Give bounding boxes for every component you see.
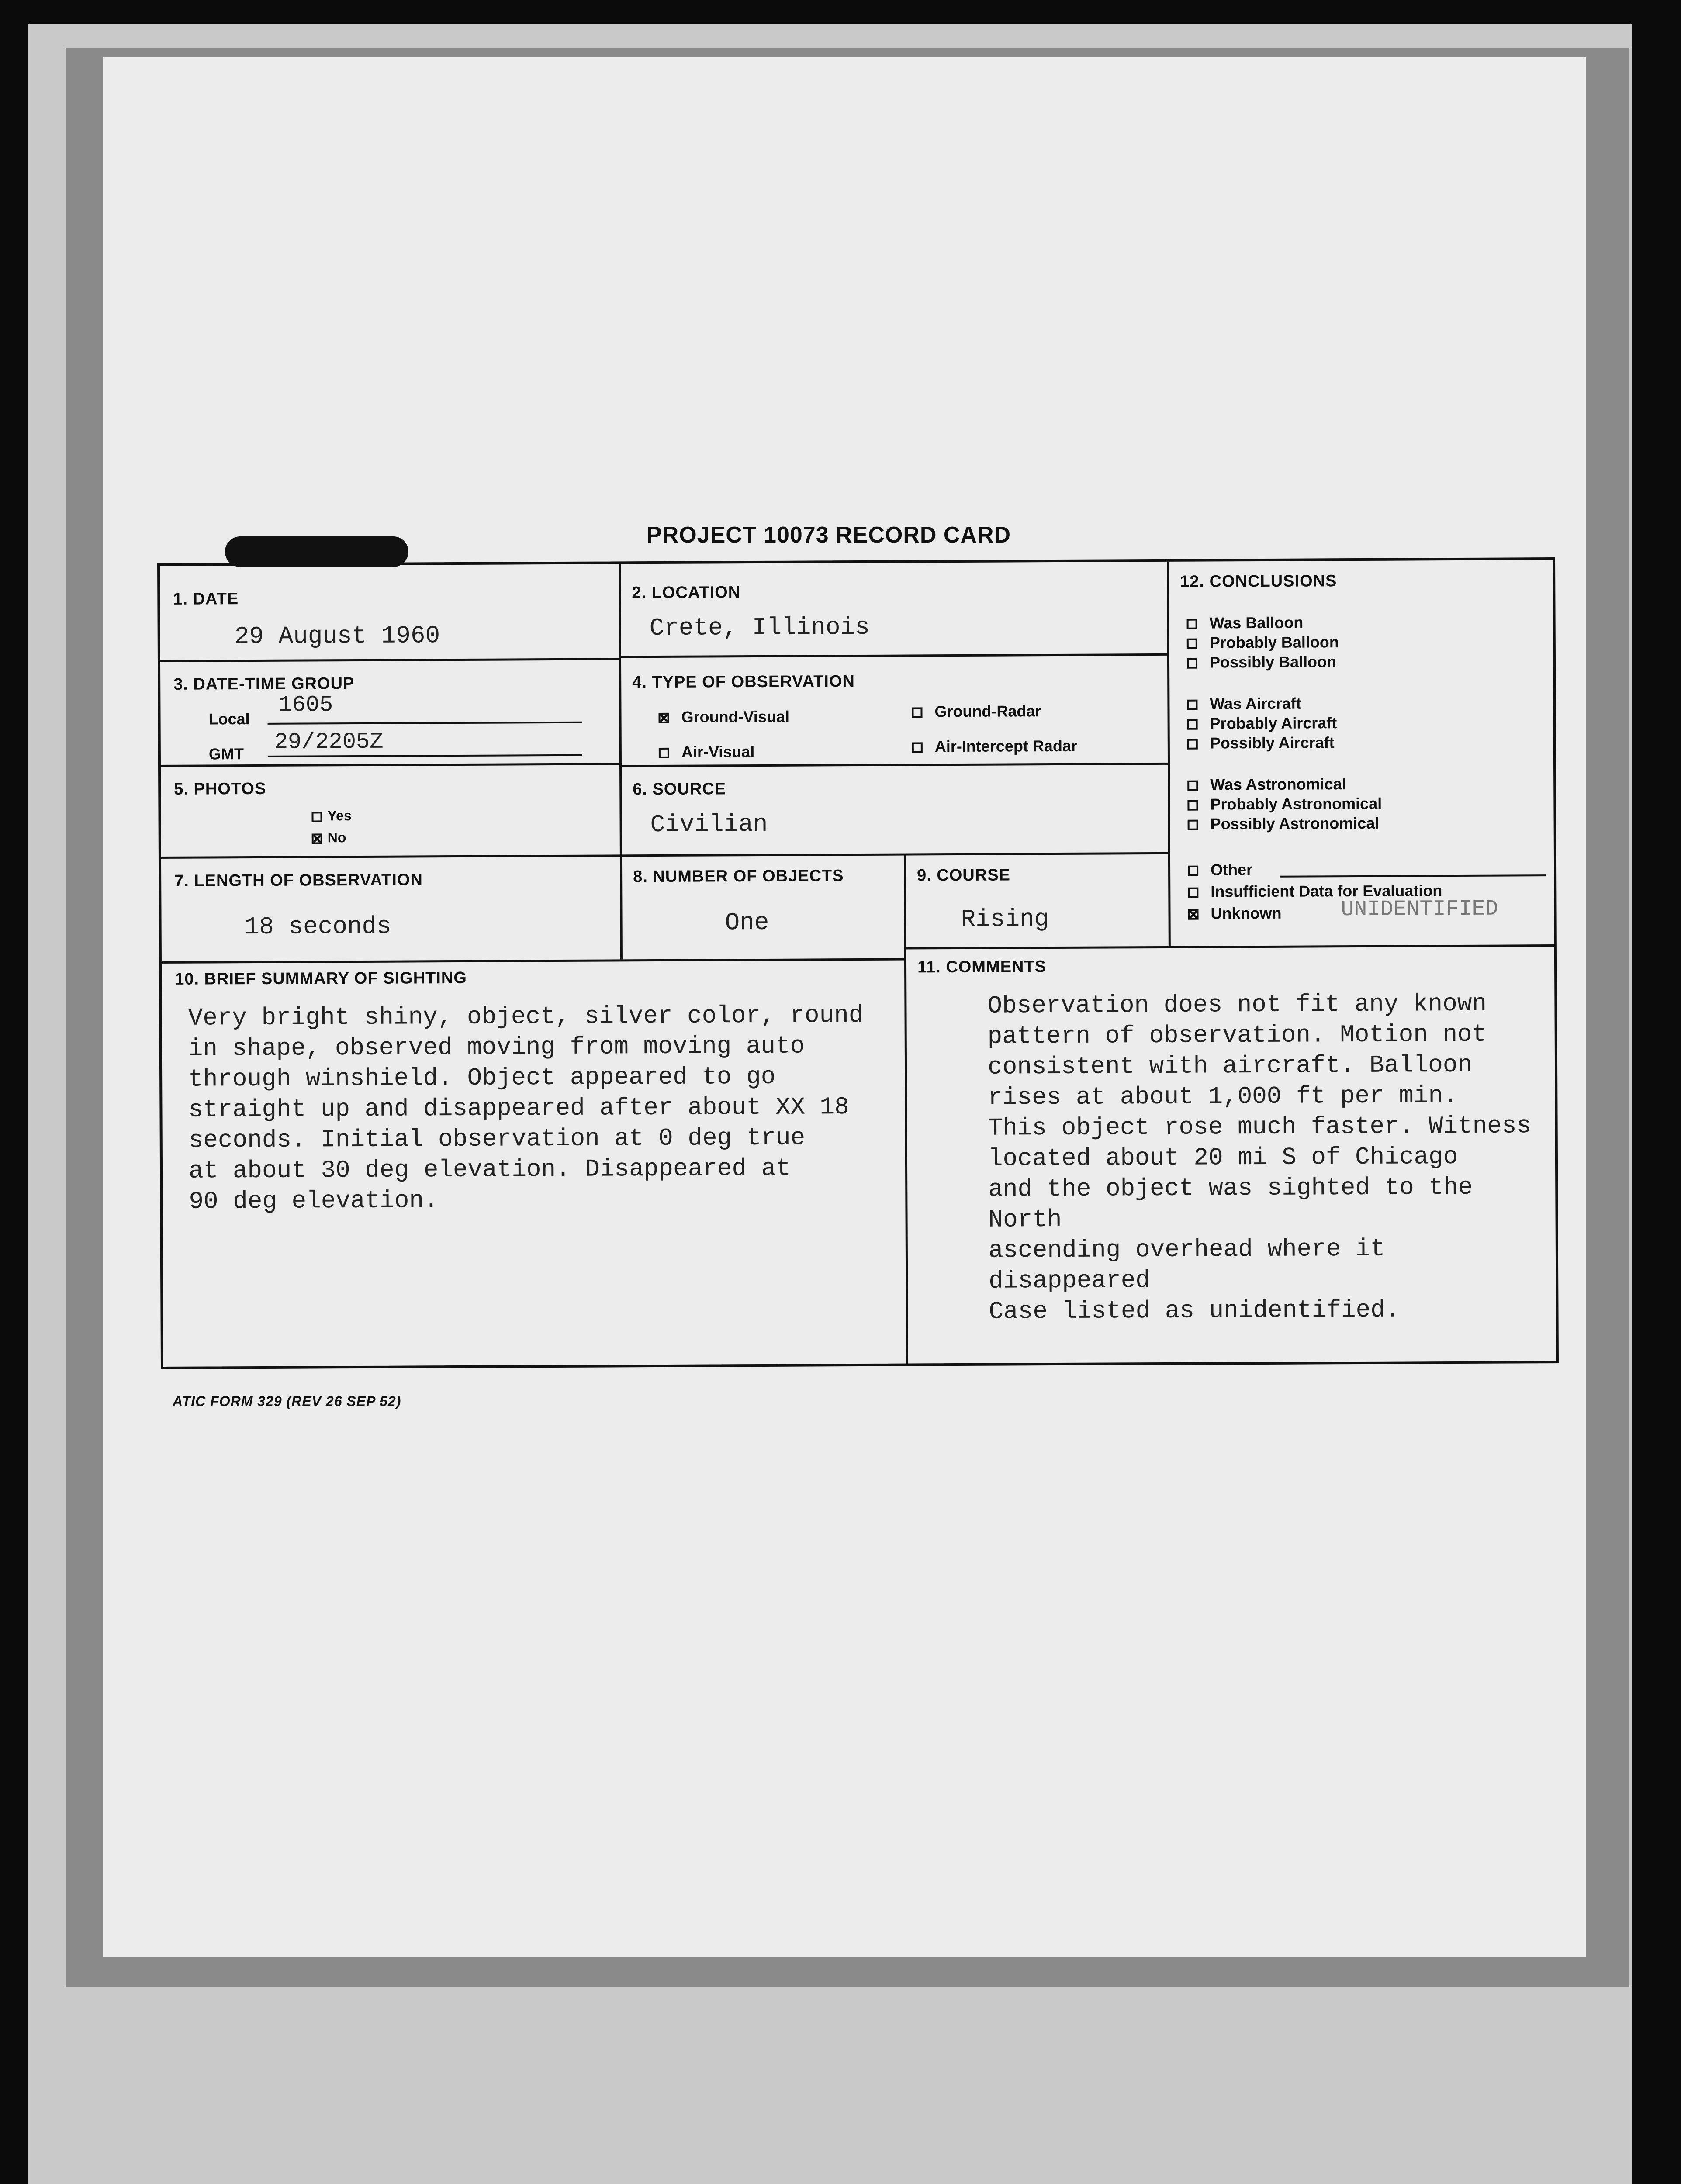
divider-h4b	[904, 944, 1555, 950]
option-label: Was Aircraft	[1210, 694, 1301, 713]
checkbox-checked-icon	[312, 833, 322, 844]
conclusion-was-aircraft	[1187, 695, 1301, 713]
checkbox-checked-icon	[659, 713, 669, 723]
checkbox-icon	[1187, 700, 1197, 710]
location-value: Crete, Illinois	[649, 613, 870, 643]
observation-ground-radar	[912, 702, 1041, 721]
option-label: Ground-Visual	[681, 707, 789, 726]
number-of-objects-value: One	[725, 908, 769, 937]
checkbox-icon	[912, 743, 923, 753]
conclusions-label: 12. CONCLUSIONS	[1180, 572, 1337, 591]
option-label: Was Astronomical	[1210, 775, 1346, 794]
length-value: 18 seconds	[244, 912, 391, 941]
card-title: PROJECT 10073 RECORD CARD	[647, 522, 1011, 548]
checkbox-checked-icon	[1188, 909, 1198, 920]
conclusion-probably-balloon	[1187, 633, 1339, 652]
date-time-group-label: 3. DATE-TIME GROUP	[173, 674, 355, 694]
checkbox-icon	[1187, 739, 1198, 750]
option-label: Possibly Astronomical	[1210, 814, 1380, 833]
local-time-underline	[268, 722, 582, 725]
gmt-label: GMT	[208, 745, 244, 763]
photos-yes	[311, 808, 351, 824]
divider-h3	[161, 852, 1168, 859]
checkbox-icon	[1187, 719, 1198, 730]
divider-h2a	[161, 763, 619, 767]
source-value: Civilian	[650, 810, 768, 839]
comments-label: 11. COMMENTS	[917, 957, 1047, 977]
summary-label: 10. BRIEF SUMMARY OF SIGHTING	[175, 968, 467, 988]
divider-v1	[619, 564, 623, 959]
divider-h2b	[619, 763, 1168, 767]
option-label: Unknown	[1211, 904, 1282, 923]
summary-text: Very bright shiny, object, silver color, round in shape, observed moving from moving auto through winshield. Object appeared to go straight up and disappeared after about XX 18 seconds. Initial observation at 0 deg true at about 30 deg elevation. Disappeared at 90 deg elevation.	[188, 1001, 864, 1216]
date-value: 29 August 1960	[234, 622, 440, 651]
conclusion-probably-astronomical	[1187, 795, 1382, 814]
local-time-label: Local	[208, 710, 250, 728]
checkbox-icon	[1187, 781, 1198, 791]
photos-label: 5. PHOTOS	[174, 779, 266, 798]
observation-air-intercept-radar	[912, 737, 1077, 756]
divider-v4	[904, 947, 908, 1365]
conclusion-possibly-astronomical	[1188, 814, 1380, 833]
checkbox-icon	[1187, 639, 1197, 649]
conclusion-other	[1188, 860, 1252, 879]
gmt-value: 29/2205Z	[274, 729, 384, 755]
conclusion-possibly-balloon	[1187, 653, 1336, 671]
option-label: Probably Balloon	[1209, 633, 1339, 652]
checkbox-icon	[1188, 820, 1198, 830]
course-label: 9. COURSE	[917, 866, 1011, 885]
record-form	[157, 557, 1559, 1369]
checkbox-icon	[1187, 658, 1197, 669]
observation-ground-visual	[658, 708, 789, 726]
divider-h4a	[162, 958, 906, 964]
date-label: 1. DATE	[173, 590, 239, 608]
conclusion-possibly-aircraft	[1187, 733, 1335, 752]
form-footer: ATIC FORM 329 (REV 26 SEP 52)	[173, 1393, 401, 1409]
divider-v3	[904, 856, 906, 961]
checkbox-icon	[1187, 619, 1197, 629]
option-label: No	[327, 829, 346, 846]
divider-h1b	[619, 653, 1167, 658]
option-label: Air-Visual	[681, 743, 755, 761]
checkbox-icon	[1188, 866, 1198, 876]
type-of-observation-label: 4. TYPE OF OBSERVATION	[632, 672, 855, 692]
option-label: Air-Intercept Radar	[934, 736, 1078, 756]
location-label: 2. LOCATION	[632, 583, 741, 602]
option-label: Was Balloon	[1209, 613, 1304, 632]
checkbox-icon	[1187, 800, 1198, 811]
source-label: 6. SOURCE	[633, 780, 726, 799]
photos-no	[312, 829, 346, 846]
conclusion-was-balloon	[1187, 614, 1304, 632]
conclusion-unknown	[1188, 904, 1281, 923]
option-label: Possibly Aircraft	[1210, 733, 1335, 752]
divider-h1a	[160, 658, 619, 662]
other-underline	[1280, 874, 1546, 878]
checkbox-icon	[912, 708, 922, 718]
observation-air-visual	[659, 743, 755, 761]
option-label: Yes	[327, 808, 352, 824]
option-label: Other	[1210, 860, 1253, 879]
length-label: 7. LENGTH OF OBSERVATION	[174, 871, 423, 890]
divider-v2	[1167, 562, 1171, 946]
number-of-objects-label: 8. NUMBER OF OBJECTS	[633, 867, 844, 886]
checkbox-icon	[311, 812, 322, 822]
unknown-value: UNIDENTIFIED	[1341, 896, 1498, 923]
checkbox-icon	[1188, 888, 1198, 898]
local-time-value: 1605	[278, 692, 333, 718]
comments-text: Observation does not fit any known pattern of observation. Motion not consistent with aircraft. Balloon rises at about 1,000 ft per min. This object rose much faster. Witness located about 20 mi S of Chicago and the object was sighted to the North ascending overhead where it disappeared Case listed as unidentified.	[987, 989, 1532, 1326]
option-label: Possibly Balloon	[1209, 653, 1337, 671]
course-value: Rising	[961, 905, 1049, 933]
conclusion-probably-aircraft	[1187, 714, 1337, 733]
option-label: Probably Aircraft	[1210, 714, 1337, 733]
checkbox-icon	[659, 748, 669, 758]
option-label: Ground-Radar	[934, 702, 1041, 721]
option-label: Probably Astronomical	[1210, 794, 1382, 813]
conclusion-was-astronomical	[1187, 775, 1346, 794]
option-label: Insufficient Data for Evaluation	[1211, 881, 1442, 901]
